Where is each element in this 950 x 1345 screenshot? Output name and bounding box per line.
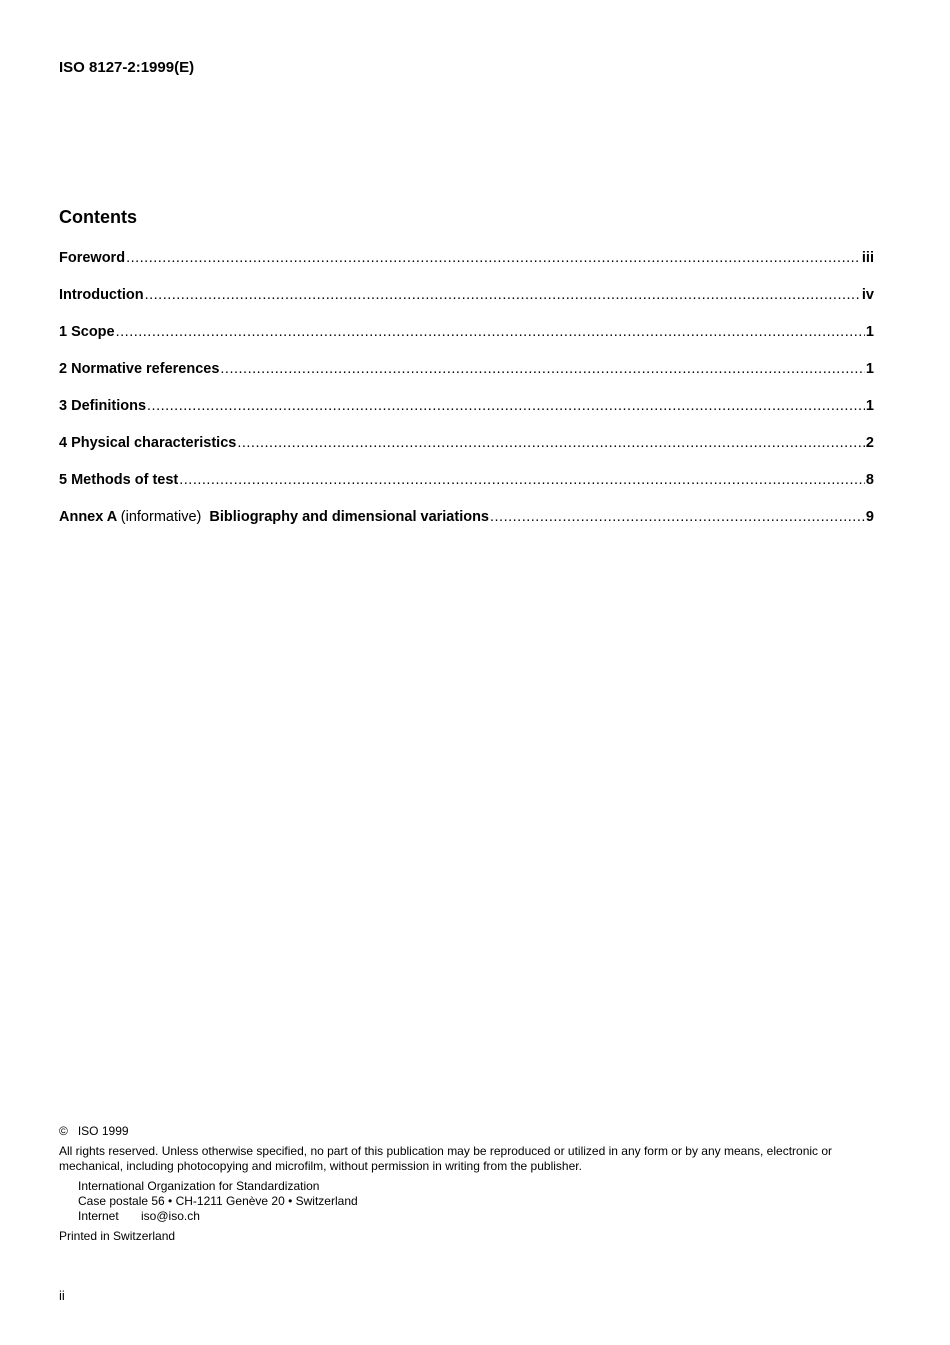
organization-address bbox=[59, 1179, 874, 1224]
copyright-symbol: © bbox=[59, 1124, 68, 1138]
toc-entry-normative-references[interactable] bbox=[59, 361, 874, 398]
toc-entry-title: 5 Methods of test bbox=[59, 472, 179, 488]
toc-entry-title: 2 Normative references bbox=[59, 361, 220, 377]
toc-dot-leader bbox=[145, 287, 861, 303]
toc-entry-methods-of-test[interactable] bbox=[59, 472, 874, 509]
toc-entry-introduction[interactable] bbox=[59, 287, 874, 324]
toc-entry-page: 1 bbox=[865, 324, 874, 340]
copyright-text: ISO 1999 bbox=[77, 1124, 129, 1138]
toc-entry-foreword[interactable] bbox=[59, 250, 874, 287]
page-number: ii bbox=[59, 1288, 65, 1303]
toc-entry-page: 8 bbox=[865, 472, 874, 488]
table-of-contents bbox=[59, 250, 874, 546]
toc-entry-page: 9 bbox=[865, 509, 874, 525]
toc-dot-leader bbox=[490, 509, 865, 525]
toc-entry-title: Introduction bbox=[59, 287, 144, 303]
toc-entry-title bbox=[59, 509, 489, 525]
toc-entry-page: 1 bbox=[865, 361, 874, 377]
toc-entry-page: 2 bbox=[865, 435, 874, 451]
internet-email-link[interactable]: iso@iso.ch bbox=[141, 1209, 200, 1223]
toc-entry-page: iv bbox=[861, 287, 874, 303]
annex-title: Bibliography and dimensional variations bbox=[209, 509, 489, 525]
document-id: ISO 8127-2:1999(E) bbox=[59, 59, 195, 76]
org-postal-address: Case postale 56 • CH-1211 Genève 20 • Switzerland bbox=[78, 1194, 358, 1208]
toc-entry-definitions[interactable] bbox=[59, 398, 874, 435]
toc-entry-title: 1 Scope bbox=[59, 324, 115, 340]
internet-label: Internet bbox=[78, 1209, 119, 1223]
toc-entry-title: 4 Physical characteristics bbox=[59, 435, 237, 451]
toc-entry-physical-characteristics[interactable] bbox=[59, 435, 874, 472]
org-name: International Organization for Standardization bbox=[78, 1179, 320, 1193]
toc-entry-page: iii bbox=[861, 250, 874, 266]
toc-entry-title: 3 Definitions bbox=[59, 398, 147, 414]
copyright-line bbox=[59, 1124, 874, 1139]
toc-entry-scope[interactable] bbox=[59, 324, 874, 361]
org-internet bbox=[78, 1209, 874, 1224]
rights-notice: All rights reserved. Unless otherwise specified, no part of this publication may be reproduced or utilized in any form or by any means, electronic or mechanical, including photocopying and microfilm, without permission in writing from the publisher. bbox=[59, 1144, 833, 1173]
toc-dot-leader bbox=[220, 361, 865, 377]
toc-dot-leader bbox=[116, 324, 865, 340]
toc-entry-title: Foreword bbox=[59, 250, 126, 266]
toc-dot-leader bbox=[237, 435, 865, 451]
printed-in: Printed in Switzerland bbox=[59, 1229, 176, 1243]
toc-entry-page: 1 bbox=[865, 398, 874, 414]
annex-qualifier: (informative) bbox=[120, 509, 202, 525]
toc-dot-leader bbox=[147, 398, 865, 414]
contents-heading: Contents bbox=[59, 207, 137, 227]
toc-entry-annex-a[interactable] bbox=[59, 509, 874, 546]
toc-dot-leader bbox=[179, 472, 865, 488]
annex-label: Annex A bbox=[59, 509, 117, 525]
toc-dot-leader bbox=[126, 250, 861, 266]
copyright-footer bbox=[59, 1124, 874, 1244]
